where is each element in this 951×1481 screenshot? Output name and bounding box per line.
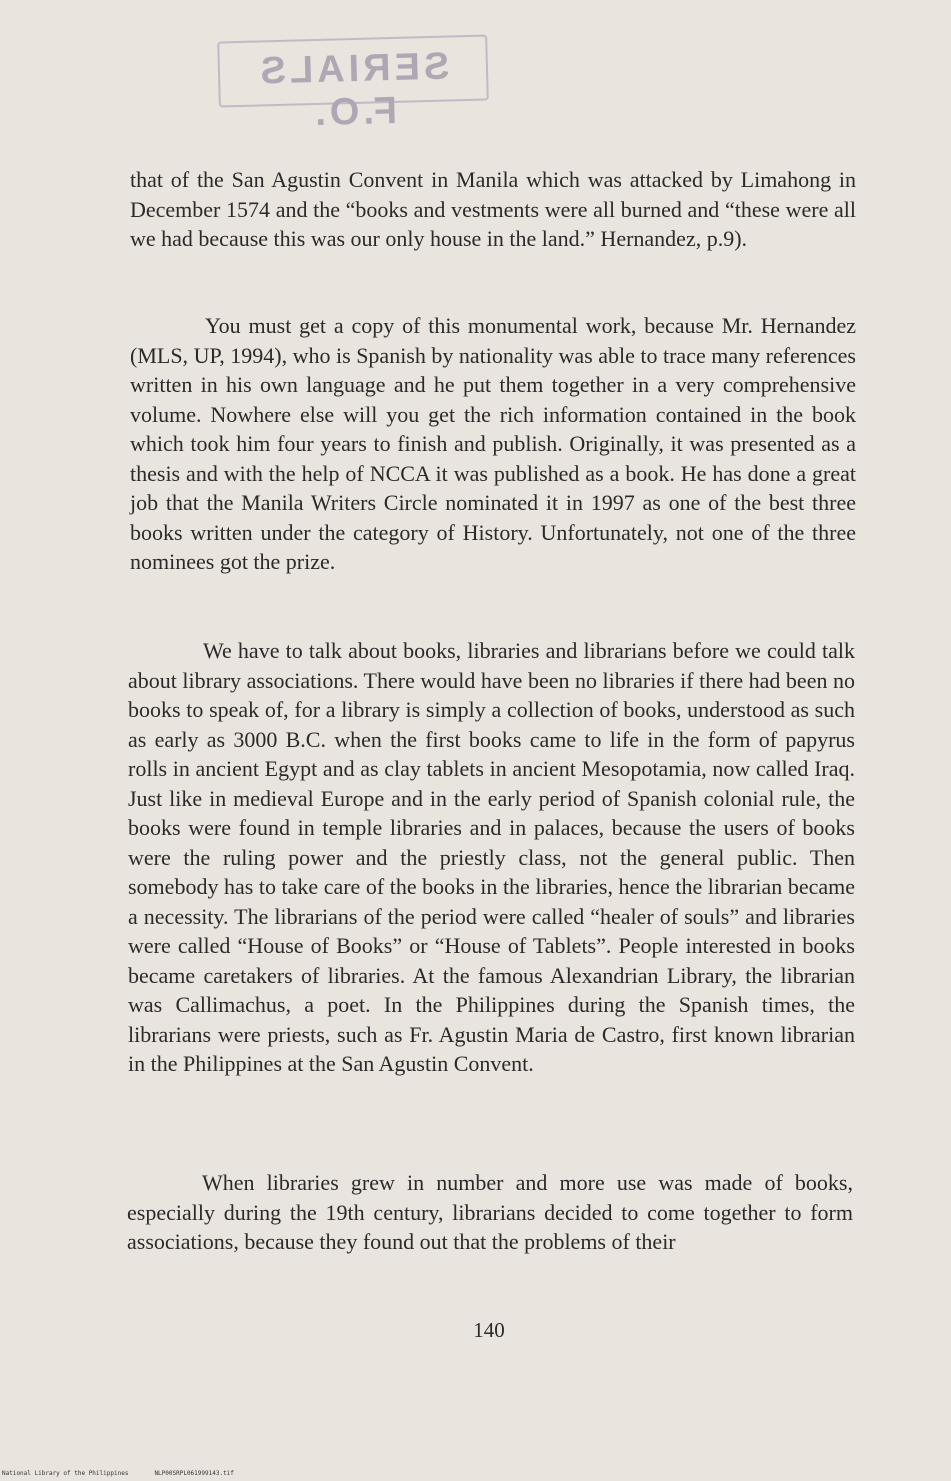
page-number: 140: [473, 1318, 505, 1342]
paragraph-4: When libraries grew in number and more use was made of books, especially during the 19th century, librarians decided to come together to form associations, because they found out that the problems of their: [127, 1170, 853, 1254]
paragraph-1: that of the San Agustin Convent in Manila which was attacked by Limahong in December 1574 and the “books and vestments were all burned and “these were all we had because this was our only house in the land.” Hernandez, p.9).: [130, 167, 856, 251]
paragraph-3: We have to talk about books, libraries and librarians before we could talk about library associations. There would have been no libraries if there had been no books to speak of, for a library is simply a collection of books, understood as such as early as 3000 B.C. when the first books came to life in the form of papyrus rolls in ancient Egypt and as clay tablets in ancient Mesopotamia, now called Iraq. Just like in medieval Europe and in the early period of Spanish colonial rule, the books were found in temple libraries and in palaces, because the users of books were the ruling power and the priestly class, not the general public. Then somebody has to take care of the books in the libraries, hence the librarian became a necessity. The librarians of the period were called “healer of souls” and libraries were called “House of Books” or “House of Tablets”. People interested in books became caretakers of libraries. At the famous Alexandrian Library, the librarian was Callimachus, a poet. In the Philippines during the Spanish times, the librarians were priests, such as Fr. Agustin Maria de Castro, first known librarian in the Philippines at the San Agustin Convent.: [128, 638, 855, 1076]
paragraph-2: You must get a copy of this monumental work, because Mr. Hernandez (MLS, UP, 1994), who is Spanish by nationality was able to trace many references written in his own language and he put them together in a very comprehensive volume. Nowhere else will you get the rich information contained in the book which took him four years to finish and publish. Originally, it was presented as a thesis and with the help of NCCA it was published as a book. He has done a great job that the Manila Writers Circle nominated it in 1997 as one of the best three books written under the category of History. Unfortunately, not one of the three nominees got the prize.: [130, 313, 856, 574]
scan-footer: [2, 1470, 260, 1477]
stamp-text: SERIALS F.O.: [256, 45, 450, 135]
footer-institution: National Library of the Philippines: [2, 1470, 129, 1477]
footer-file-id: NLP00SRPL061999143.tif: [154, 1470, 234, 1477]
serials-stamp: [217, 34, 489, 135]
